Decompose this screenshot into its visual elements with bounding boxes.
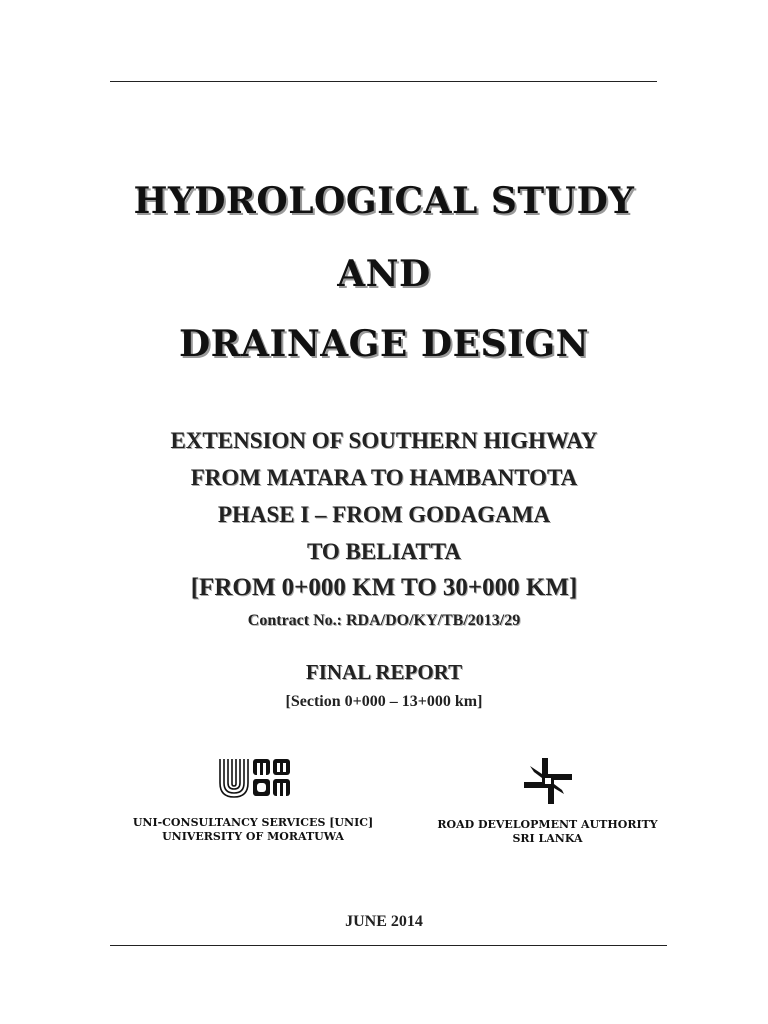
unic-logo (218, 757, 292, 799)
project-line-1: EXTENSION OF SOUTHERN HIGHWAY (170, 428, 598, 453)
report-title: FINAL REPORT (305, 660, 463, 684)
report-date: JUNE 2014 (345, 913, 423, 930)
rda-organization (420, 818, 675, 846)
title-line-3: DRAINAGE DESIGN (178, 323, 590, 365)
rda-country: SRI LANKA (512, 832, 583, 845)
rda-logo (524, 758, 572, 804)
contract-number: Contract No.: RDA/DO/KY/TB/2013/29 (247, 612, 521, 629)
unic-university: UNIVERSITY OF MORATUWA (162, 830, 344, 843)
rda-name: ROAD DEVELOPMENT AUTHORITY (437, 818, 658, 831)
title-line-1: HYDROLOGICAL STUDY (133, 180, 635, 222)
report-section: [Section 0+000 – 13+000 km] (285, 693, 483, 710)
top-divider (110, 81, 657, 82)
project-line-3: PHASE I – FROM GODAGAMA (217, 502, 551, 527)
bottom-divider (110, 945, 667, 946)
project-line-4: TO BELIATTA (306, 539, 462, 564)
project-line-5: [FROM 0+000 KM TO 30+000 KM] (190, 574, 578, 601)
unic-organization (113, 816, 393, 844)
title-line-2: AND (337, 253, 431, 295)
project-line-2: FROM MATARA TO HAMBANTOTA (190, 465, 578, 490)
unic-name: UNI-CONSULTANCY SERVICES [UNIC] (132, 816, 374, 829)
